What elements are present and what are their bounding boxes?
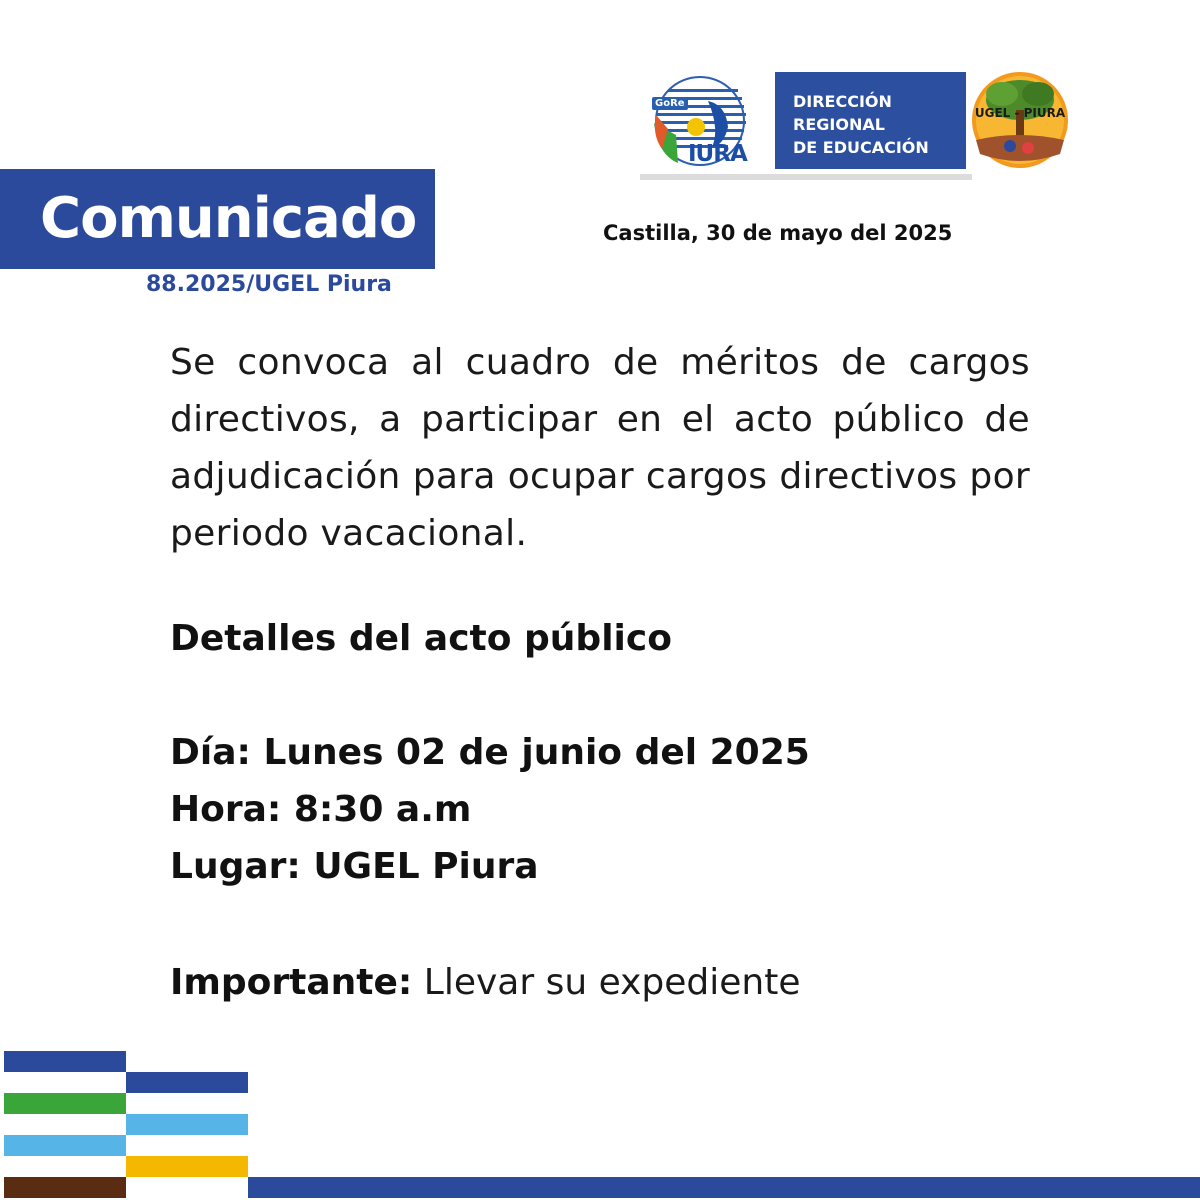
page-title: Comunicado	[40, 186, 417, 251]
stripe-blue	[126, 1072, 248, 1093]
dre-line-3: DE EDUCACIÓN	[793, 138, 929, 157]
place-date: Castilla, 30 de mayo del 2025	[603, 221, 953, 245]
logo-underline	[640, 174, 972, 180]
detail-day: Día: Lunes 02 de junio del 2025	[170, 732, 810, 773]
ugel-logo-text: UGEL - PIURA	[974, 106, 1066, 120]
stripe-yellow	[126, 1156, 248, 1177]
important-label: Importante:	[170, 962, 413, 1003]
important-text: Llevar su expediente	[412, 962, 801, 1003]
stripe-blue	[4, 1051, 126, 1072]
detail-time: Hora: 8:30 a.m	[170, 789, 472, 830]
header-logos	[640, 70, 1080, 182]
bottom-bar	[248, 1177, 1200, 1198]
gore-word: IURA	[688, 141, 747, 167]
important-note	[170, 962, 801, 1003]
gore-tag: GoRe	[652, 97, 688, 110]
communique-reference: 88.2025/UGEL Piura	[146, 272, 392, 297]
gore-piura-logo	[648, 75, 776, 171]
dre-line-2: REGIONAL	[793, 115, 885, 134]
dre-logo	[775, 72, 966, 169]
detail-place: Lugar: UGEL Piura	[170, 846, 539, 887]
announcement-paragraph: Se convoca al cuadro de méritos de cargos directivos, a participar en el acto público de adjudicación para ocupar cargos directivos por periodo vacacional.	[170, 342, 1030, 554]
ugel-piura-logo	[970, 70, 1070, 170]
stripe-light-blue	[4, 1135, 126, 1156]
stripe-green	[4, 1093, 126, 1114]
stripe-brown	[4, 1177, 126, 1198]
title-banner	[0, 169, 435, 269]
stripe-light-blue	[126, 1114, 248, 1135]
details-heading: Detalles del acto público	[170, 618, 672, 659]
dre-line-1: DIRECCIÓN	[793, 92, 892, 111]
